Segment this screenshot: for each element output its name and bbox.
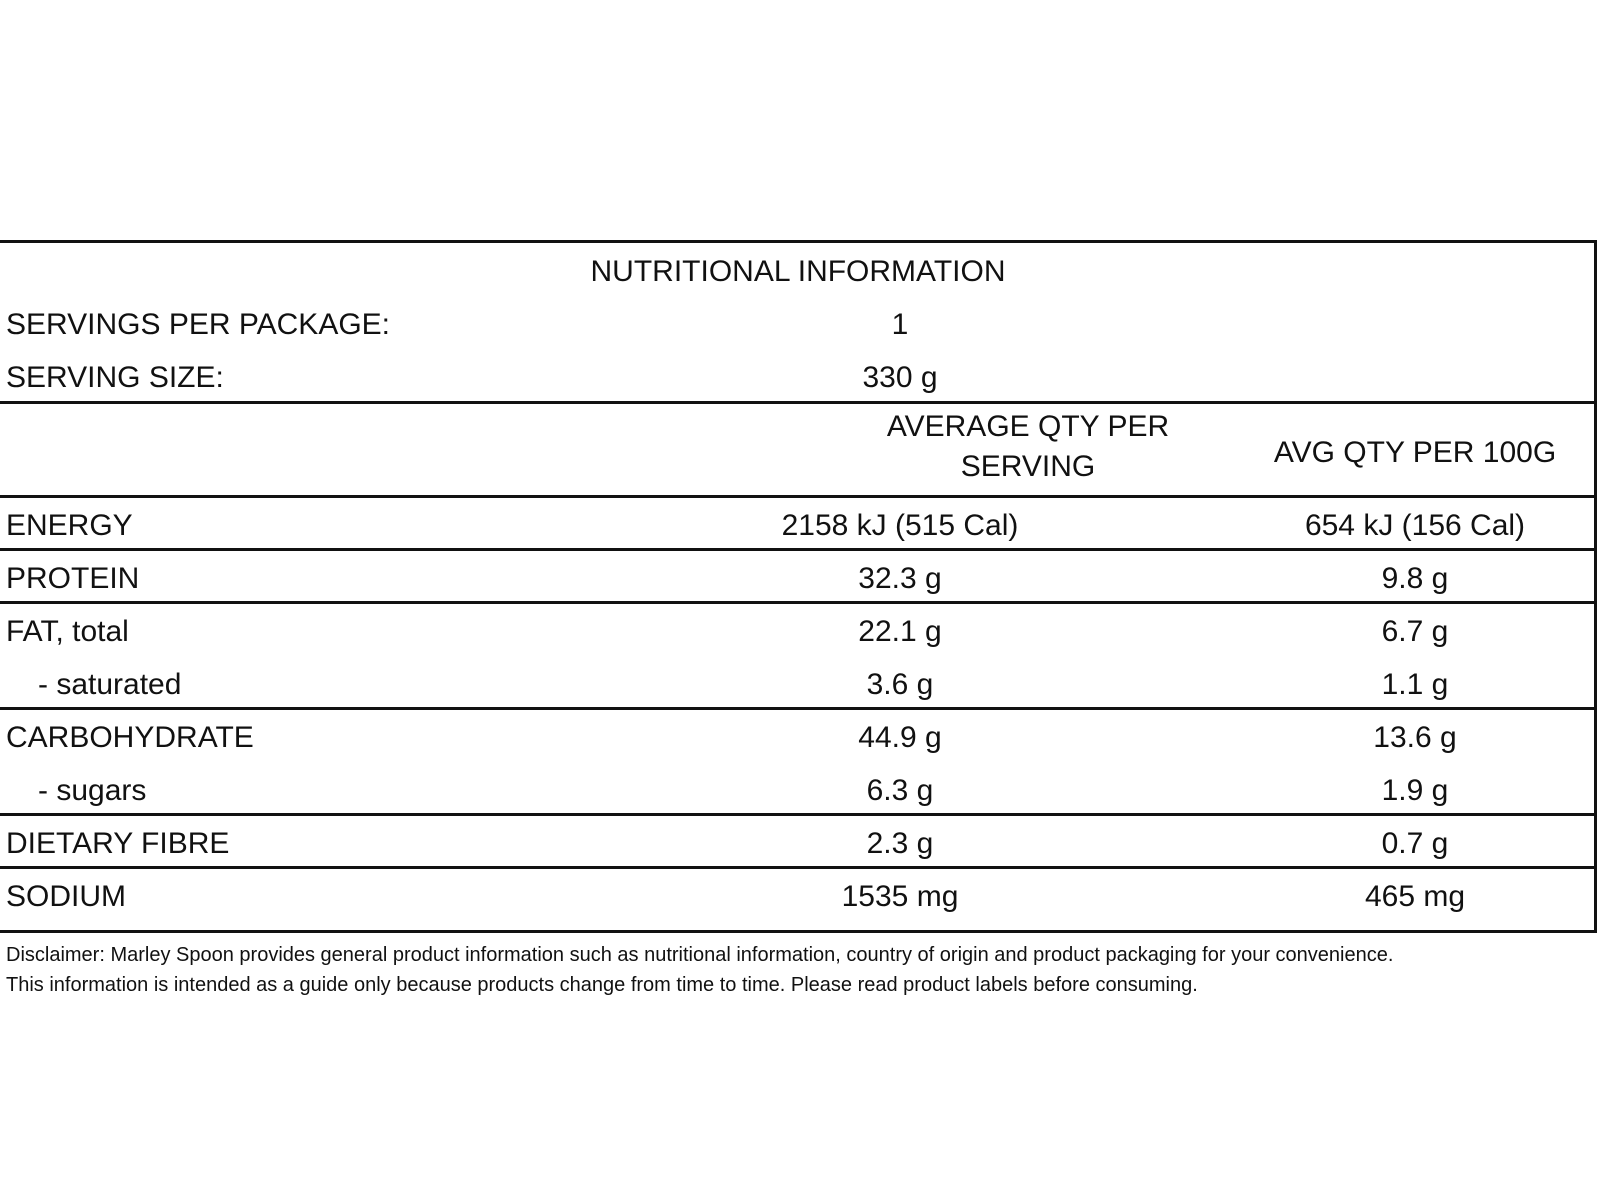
divider <box>0 707 1594 710</box>
servings-per-package-value: 1 <box>891 308 909 341</box>
servings-per-package-label: SERVINGS PER PACKAGE: <box>6 308 391 341</box>
row-per-100g: 6.7 g <box>1381 615 1449 648</box>
row-per-100g: 654 kJ (156 Cal) <box>1304 509 1526 542</box>
column-header-per-100g: AVG QTY PER 100G <box>1273 436 1557 469</box>
row-per-100g: 1.1 g <box>1381 668 1449 701</box>
row-label: PROTEIN <box>6 562 140 595</box>
row-per-100g: 465 mg <box>1364 880 1466 913</box>
row-per-serving: 6.3 g <box>866 774 934 807</box>
divider <box>0 866 1594 869</box>
row-per-100g: 9.8 g <box>1381 562 1449 595</box>
row-per-100g: 1.9 g <box>1381 774 1449 807</box>
row-label: - sugars <box>38 774 147 807</box>
disclaimer-line-1: Disclaimer: Marley Spoon provides general product information such as nutritional information, country of origin and product packaging for your convenience. <box>6 944 1394 966</box>
row-per-100g: 0.7 g <box>1381 827 1449 860</box>
divider <box>0 601 1594 604</box>
divider <box>0 548 1594 551</box>
row-per-serving: 44.9 g <box>858 721 942 754</box>
column-header-per-serving-line2: SERVING <box>960 450 1096 483</box>
column-header-per-serving <box>868 407 1188 487</box>
serving-size-label: SERVING SIZE: <box>6 361 224 394</box>
row-label: ENERGY <box>6 509 133 542</box>
row-per-serving: 3.6 g <box>866 668 934 701</box>
row-label: - saturated <box>38 668 182 701</box>
row-label: FAT, total <box>6 615 129 648</box>
row-per-serving: 1535 mg <box>841 880 959 913</box>
table-title: NUTRITIONAL INFORMATION <box>590 255 1006 288</box>
divider <box>0 813 1594 816</box>
row-label: DIETARY FIBRE <box>6 827 230 860</box>
serving-size-value: 330 g <box>862 361 938 394</box>
row-per-serving: 32.3 g <box>858 562 942 595</box>
row-label: CARBOHYDRATE <box>6 721 254 754</box>
row-per-serving: 2.3 g <box>866 827 934 860</box>
divider <box>0 495 1594 498</box>
row-label: SODIUM <box>6 880 126 913</box>
disclaimer-line-2: This information is intended as a guide only because products change from time to time. Please read product labels before consuming. <box>6 974 1198 996</box>
disclaimer <box>6 940 1586 1000</box>
column-header-per-serving-line1: AVERAGE QTY PER <box>886 410 1170 443</box>
row-per-100g: 13.6 g <box>1373 721 1457 754</box>
row-per-serving: 22.1 g <box>858 615 942 648</box>
row-per-serving: 2158 kJ (515 Cal) <box>781 509 1019 542</box>
divider <box>0 401 1594 404</box>
nutrition-table <box>0 240 1597 933</box>
